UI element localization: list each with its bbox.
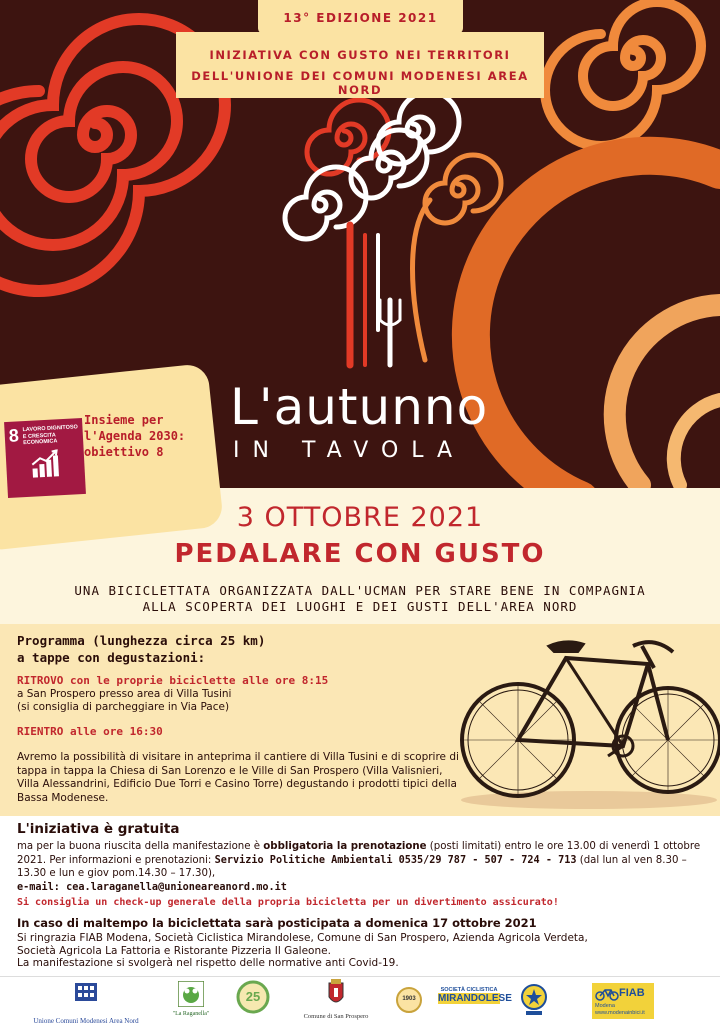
anniversary-25-logo bbox=[236, 979, 270, 1017]
office-hours: (dal lun al ven 8.30 – 13.30 e lun e giov pom.14.30 – 17.30), bbox=[17, 854, 687, 879]
booking-text-c: (posti limitati) entro le ore 13.00 di venerdì 1 ottobre 2021. Per informazioni e prenotazioni: bbox=[17, 841, 701, 866]
badge-year: 1903 bbox=[402, 996, 416, 1002]
program-title-line-1: Programma (lunghezza circa 25 km) bbox=[17, 633, 266, 648]
ucman-logo bbox=[30, 983, 142, 1025]
contact-office-phone: Servizio Politiche Ambientali 0535/29 787 - 507 - 724 - 713 bbox=[214, 854, 577, 866]
cycling-club-emblem bbox=[520, 983, 548, 1017]
covid-note: La manifestazione si svolgerà nel rispetto delle normative anti Covid-19. bbox=[17, 957, 399, 969]
coat-of-arms-icon bbox=[325, 979, 347, 1009]
sdg-number: 8 bbox=[8, 425, 20, 446]
program-title-line-2: a tappe con degustazioni: bbox=[17, 650, 206, 665]
fiab-url[interactable]: www.modenainbici.it bbox=[595, 1010, 645, 1016]
san-prospero-name: Comune di San Prospero bbox=[303, 1013, 369, 1020]
vintage-bicycle-illustration bbox=[458, 628, 720, 810]
fiab-city: Modena bbox=[595, 1003, 615, 1009]
sdg-8-tile bbox=[4, 418, 86, 498]
booking-info bbox=[17, 840, 707, 894]
contact-email[interactable]: e-mail: cea.laraganella@unioneareanord.mo.it bbox=[17, 881, 287, 893]
badge-1903-logo bbox=[396, 987, 422, 1013]
mirandolese-line-1: SOCIETÀ CICLISTICA bbox=[440, 987, 498, 993]
booking-required: obbligatoria la prenotazione bbox=[263, 841, 427, 852]
san-prospero-logo bbox=[296, 979, 376, 1020]
orange-arcs-right bbox=[471, 156, 720, 488]
anniversary-number: 25 bbox=[245, 989, 261, 1004]
initiative-line-2: DELL'UNIONE DEI COMUNI MODENESI AREA NORD bbox=[191, 69, 529, 97]
mirandolese-line-2: MIRANDOLESE bbox=[438, 993, 512, 1004]
star-emblem-icon bbox=[520, 983, 548, 1017]
free-event-title: L'iniziativa è gratuita bbox=[17, 821, 180, 837]
event-series-title: L'autunno bbox=[230, 378, 489, 436]
orange-spiral-top-right bbox=[545, 2, 701, 146]
meeting-place: a San Prospero presso area di Villa Tusini bbox=[17, 688, 232, 700]
mirandolese-logo bbox=[438, 987, 512, 1011]
thanks-line-1: Si ringrazia FIAB Modena, Società Ciclistica Mirandolese, Comune di San Prospero, Azienda Agricola Verdeta, bbox=[17, 932, 588, 944]
event-tagline-line-1: UNA BICICLETTATA ORGANIZZATA DALL'UCMAN PER STARE BENE IN COMPAGNIA bbox=[74, 583, 646, 598]
raganella-name: "La Raganella" bbox=[172, 1011, 210, 1017]
thanks-line-2: Società Agricola La Fattoria e Ristorante Pizzeria Il Galeone. bbox=[17, 944, 331, 957]
bad-weather-notice: In caso di maltempo la biciclettata sarà posticipata a domenica 17 ottobre 2021 bbox=[17, 916, 537, 930]
parking-hint: (si consiglia di parcheggiare in Via Pace) bbox=[17, 701, 230, 713]
fiab-name: FIAB bbox=[619, 987, 645, 999]
return-time: RIENTRO alle ore 16:30 bbox=[17, 725, 163, 738]
fiab-logo bbox=[592, 983, 654, 1019]
initiative-line-1: INIZIATIVA CON GUSTO NEI TERRITORI bbox=[209, 48, 511, 62]
event-name: PEDALARE CON GUSTO bbox=[174, 539, 546, 569]
event-date: 3 OTTOBRE 2021 bbox=[236, 502, 484, 533]
sdg-label: LAVORO DIGNITOSO E CRESCITA ECONOMICA bbox=[22, 424, 79, 447]
event-tagline-line-2: ALLA SCOPERTA DEI LUOGHI E DEI GUSTI DELL'AREA NORD bbox=[142, 599, 578, 614]
growth-chart-icon bbox=[30, 449, 61, 479]
booking-text-a: ma per la buona riuscita della manifestazione è bbox=[17, 841, 264, 852]
meeting-time: RITROVO con le proprie biciclette alle ore 8:15 bbox=[17, 674, 329, 687]
edition-label: 13° EDIZIONE 2021 bbox=[283, 11, 438, 25]
raganella-logo bbox=[168, 981, 214, 1017]
partner-logos bbox=[0, 976, 720, 1026]
agenda-2030-text: Insieme per l'Agenda 2030: obiettivo 8 bbox=[84, 413, 186, 459]
event-series-subtitle: IN TAVOLA bbox=[233, 438, 466, 463]
acknowledgements bbox=[17, 932, 707, 970]
program-description: Avremo la possibilità di visitare in anteprima il cantiere di Villa Tusini e di scoprire di tappa in tappa la Chiesa di San Lorenzo e le Ville di San Prospero (Villa Valisnieri, Villa Alessandrini, Edificio Due Torri e Casino Torre) degustando i prodotti tipici della Bassa Modenese. bbox=[17, 751, 459, 804]
ucman-emblem-icon bbox=[75, 983, 97, 1001]
bicycle-icon bbox=[595, 987, 619, 1001]
frog-icon bbox=[178, 981, 204, 1007]
bike-checkup-note: Si consiglia un check-up generale della propria bicicletta per un divertimento assicurato! bbox=[17, 897, 559, 908]
ucman-name: Unione Comuni Modenesi Area Nord bbox=[33, 1017, 139, 1025]
